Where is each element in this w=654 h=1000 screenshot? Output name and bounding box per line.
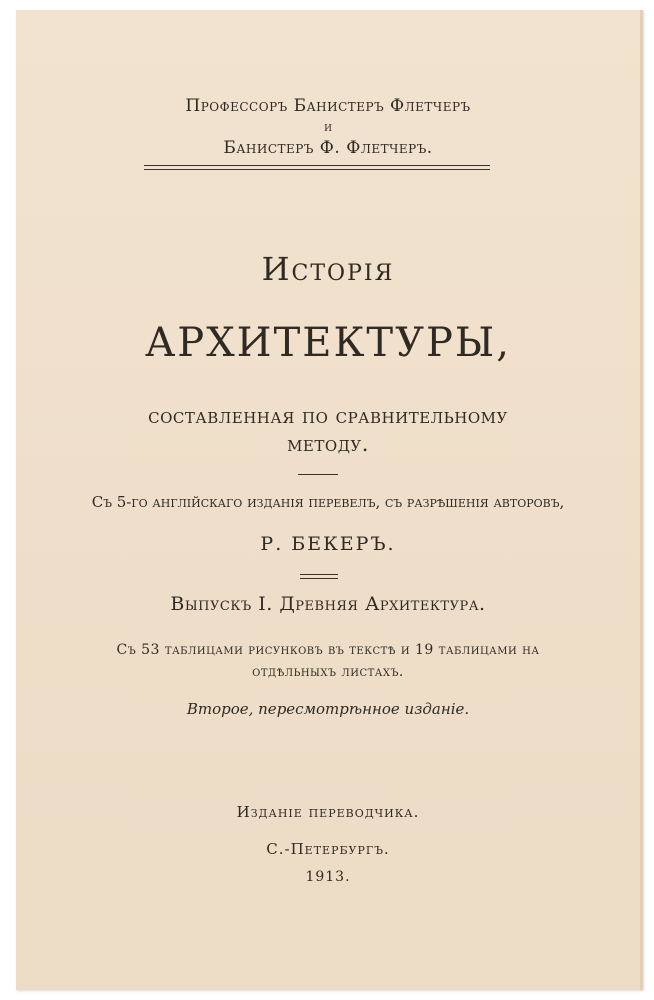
translation-note: Съ 5-го англійскаго изданія перевелъ, съ разрѣшенія авторовъ, bbox=[91, 493, 565, 511]
title-line-1: Исторія bbox=[261, 250, 395, 288]
subtitle-line-1: составленная по сравнительному bbox=[148, 404, 508, 428]
subtitle-line-2: методу. bbox=[287, 432, 369, 456]
title-line-2: АРХИТЕКТУРЫ, bbox=[145, 320, 511, 366]
authors-conjunction: и bbox=[324, 120, 332, 135]
double-short-rule-divider bbox=[300, 574, 338, 579]
publisher: Изданіе переводчика. bbox=[236, 803, 420, 821]
publication-city: С.-Петербургъ. bbox=[266, 840, 390, 858]
title-page bbox=[16, 10, 643, 990]
translator-name: Р. БЕКЕРЪ. bbox=[260, 533, 396, 555]
authors-line-1: Профессоръ Банистеръ Флетчеръ bbox=[185, 96, 471, 116]
plates-note-line-2: отдѣльныхъ листахъ. bbox=[252, 664, 404, 680]
plates-note-line-1: Съ 53 таблицами рисунковъ въ текстѣ и 19 таблицами на bbox=[116, 642, 540, 658]
issue-title: Выпускъ I. Древняя Архитектура. bbox=[170, 593, 486, 615]
double-rule-divider bbox=[144, 165, 490, 170]
short-rule-divider bbox=[298, 474, 338, 475]
publication-year: 1913. bbox=[305, 869, 351, 885]
edition-note: Второе, пересмотрѣнное изданіе. bbox=[186, 700, 470, 718]
authors-line-2: Банистеръ Ф. Флетчеръ. bbox=[223, 138, 433, 158]
